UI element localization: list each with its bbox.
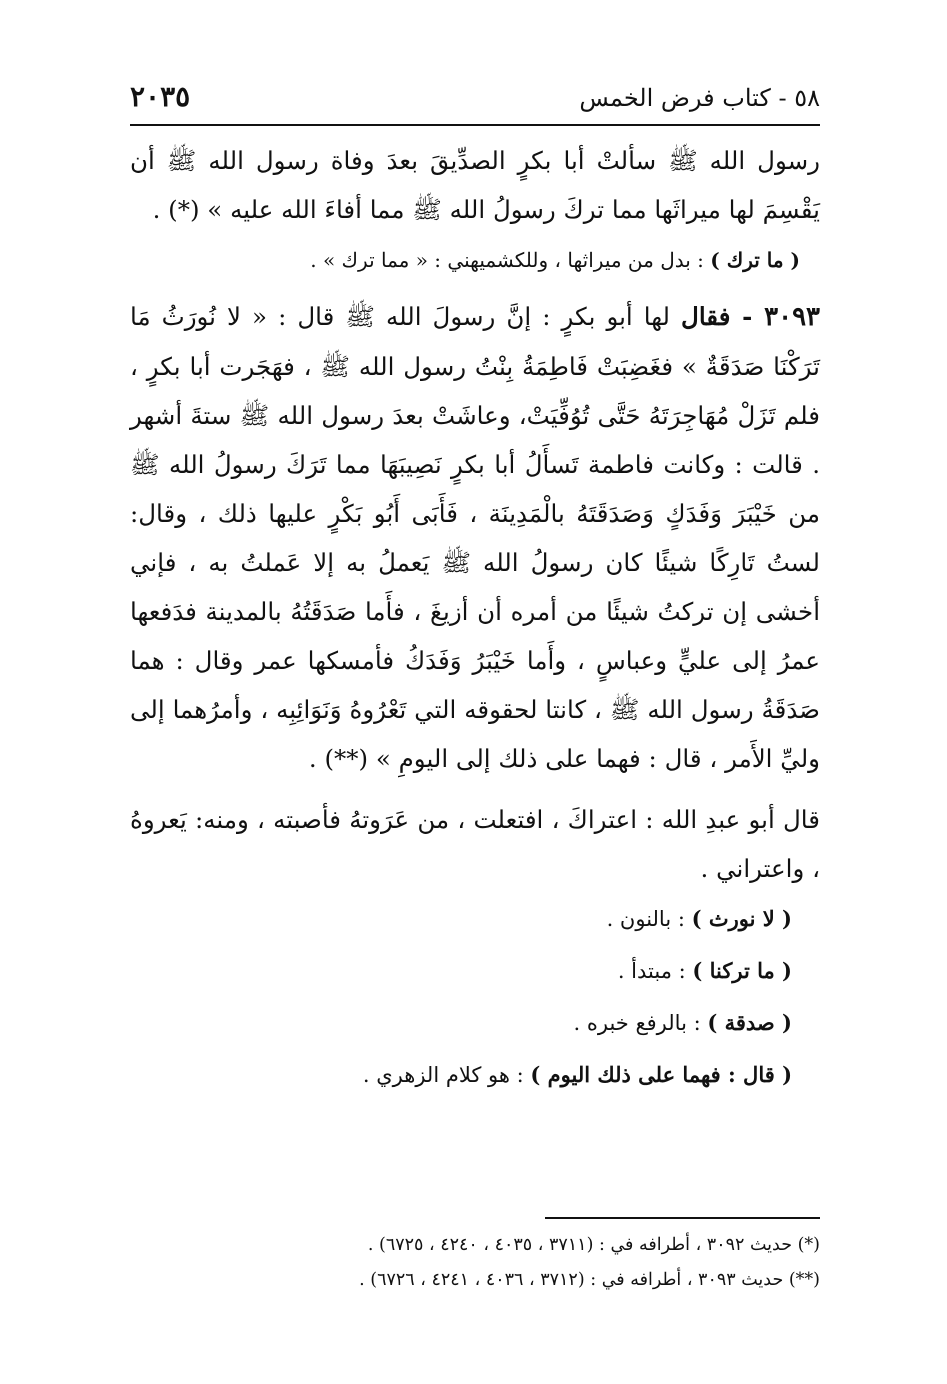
footnote: (*) حديث ٣٠٩٢ ، أطرافه في : (٣٧١١ ، ٤٠٣٥ ، ٤٢٤٠ ، ٦٧٢٥) . (367, 1235, 820, 1255)
gloss-text: : هو كلام الزهري . (362, 1063, 531, 1087)
gloss-item (130, 893, 792, 945)
author-comment: قال أبو عبدِ الله : اعتراكَ ، افتعلت ، من عَرَوتهُ فأصبته ، ومنه: يَعروهُ ، واعتراني . (130, 805, 820, 883)
hadith-paragraph (130, 292, 820, 783)
gloss-item (130, 1049, 792, 1101)
gloss-term: ( لا نورث ) (691, 906, 792, 931)
hadith-text: لها أبو بكرٍ : إنَّ رسولَ الله ﷺ قال : « لا نُورَثُ مَا تَرَكْنَا صَدَقَةٌ » فغَضِبَتْ فَاطِمَةُ بِنْتُ رسول الله ﷺ ، فهَجَرت أبا بكرٍ ، فلم تَزَلْ مُهَاجِرَتَهُ حَتَّى تُوُفِّيَتْ، وعاشَتْ بعدَ رسول الله ﷺ ستةَ أشهر . قالت : وكانت فاطمة تَسأَلُ أبا بكرٍ نَصِيبَهَا مما تَرَكَ رسولُ الله ﷺ من خَيْبَرَ وَفَدَكٍ وَصَدَقَتَهُ بالْمَدِينَة ، فَأَبَى أَبُو بَكْرٍ عليها ذلك ، وقال: لستُ تَارِكًا شيئًا كان رسولُ الله ﷺ يَعملُ به إلا عَملتُ به ، فإني أخشى إن تركتُ شيئًا من أمره أن أزيغَ ، فأَما صَدَقَتُهُ بالمدينة فدَفعها عمرُ إلى عليٍّ وعباسٍ ، وأَما خَيْبَرُ وَفَدَكُ فأمسكها عمر وقال : هما صَدَقَةُ رسول الله ﷺ ، كانتا لحقوقه التي تَعْرُوهُ وَنَوَائِبِه ، وأمرُهما إلى وليِّ الأَمر ، قال : فهما على ذلك إلى اليومِ » (**) . (130, 302, 820, 773)
commentary-note (130, 240, 800, 280)
gloss-term: ( ما تركنا ) (692, 958, 792, 983)
note-text: : بدل من ميراثها ، وللكشميهني : « مما ترك » . (310, 248, 711, 272)
footnote-separator (545, 1217, 820, 1219)
chapter-title: ٥٨ - كتاب فرض الخمس (579, 84, 820, 112)
page-header (130, 80, 820, 126)
page-number: ٢٠٣٥ (130, 80, 191, 113)
gloss-term: ( صدقة ) (707, 1010, 792, 1035)
gloss-item (130, 945, 792, 997)
footnotes (130, 1228, 820, 1298)
note-term: ( ما ترك ) (710, 248, 800, 272)
hadith-number: ٣٠٩٣ (764, 302, 820, 332)
paragraph-continuation: رسول الله ﷺ سألتْ أبا بكرٍ الصدِّيقَ بعدَ وفاة رسول الله ﷺ أن يَقْسِمَ لها ميراثَها مما تركَ رسولُ الله ﷺ مما أفاءَ الله عليه » (*) . (130, 146, 820, 224)
gloss-text: : بالرفع خبره . (573, 1011, 708, 1035)
gloss-text: : مبتدأ . (617, 959, 693, 983)
gloss-item (130, 997, 792, 1049)
gloss-term: ( قال : فهما على ذلك اليوم ) (530, 1062, 792, 1087)
hadith-lead: - فقال (681, 302, 765, 331)
footnote: (**) حديث ٣٠٩٣ ، أطرافه في : (٣٧١٢ ، ٤٠٣٦ ، ٤٢٤١ ، ٦٧٢٦) . (359, 1270, 820, 1290)
main-text (130, 136, 820, 1101)
gloss-text: : بالنون . (606, 907, 692, 931)
book-page (130, 80, 820, 1310)
